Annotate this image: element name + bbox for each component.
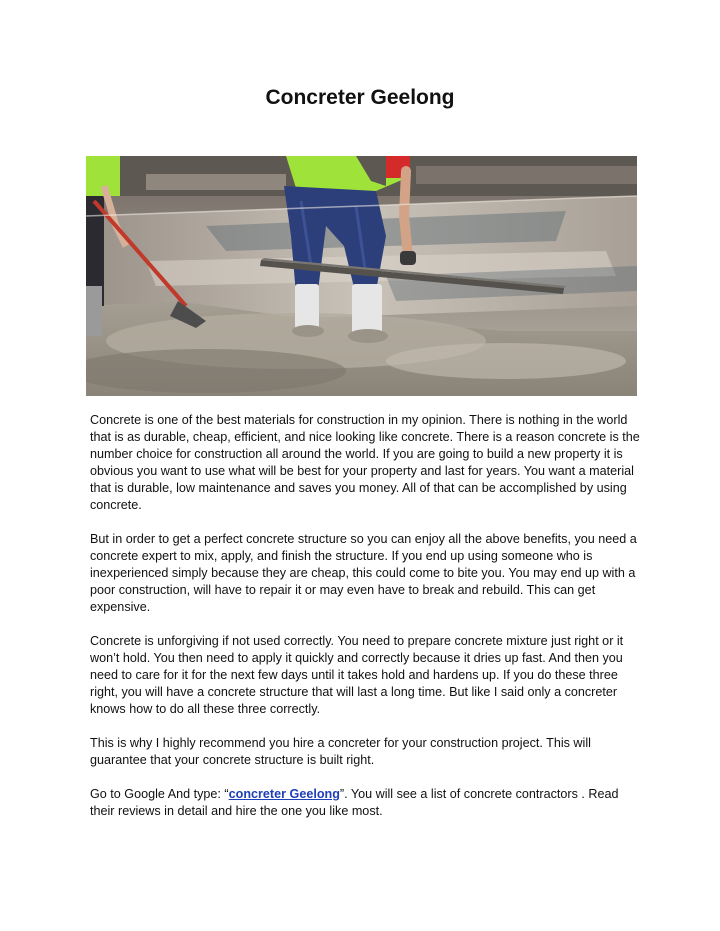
paragraph-2: But in order to get a perfect concrete structure so you can enjoy all the above benefits, you need a concrete expert to mix, apply, and finish the structure. If you end up using someone who is inexperienced simply because they are cheap, this could come to bite you. You may end up with a poor construction, will have to repair it or may even have to break and rebuild. This can get expensive.	[90, 532, 637, 614]
concreter-geelong-link[interactable]: concreter Geelong	[228, 787, 340, 801]
paragraph-1: Concrete is one of the best materials for construction in my opinion. There is nothing in the world that is as durable, cheap, efficient, and nice looking like concrete. There is a reason concrete is the number choice for construction all around the world. If you are going to build a new property it is obvious you want to use what will be best for your property and last for years. You want a material that is durable, low maintenance and saves you money. All of that can be accomplished by using concrete.	[90, 413, 640, 512]
paragraph-4: This is why I highly recommend you hire a concreter for your construction project. This will guarantee that your concrete structure is built right.	[90, 736, 591, 767]
article-body	[90, 412, 642, 837]
final-text-before: Go to Google And type: “	[90, 787, 229, 801]
paragraph-3: Concrete is unforgiving if not used correctly. You need to prepare concrete mixture just right or it won’t hold. You then need to apply it quickly and correctly because it dries up fast. And then you need to care for it for the next few days until it takes hold and hardens up. If you do these three right, you will have a concrete structure that will last a long time. But like I said only a concreter knows how to do all these three correctly.	[90, 634, 624, 716]
final-text-after: ”. You will see a list of concrete contractors . Read their reviews in detail and hire the one you like most.	[90, 787, 619, 818]
paragraph-5	[90, 786, 642, 820]
concrete-workers-photo	[86, 156, 637, 396]
page-title: Concreter Geelong	[265, 86, 455, 109]
